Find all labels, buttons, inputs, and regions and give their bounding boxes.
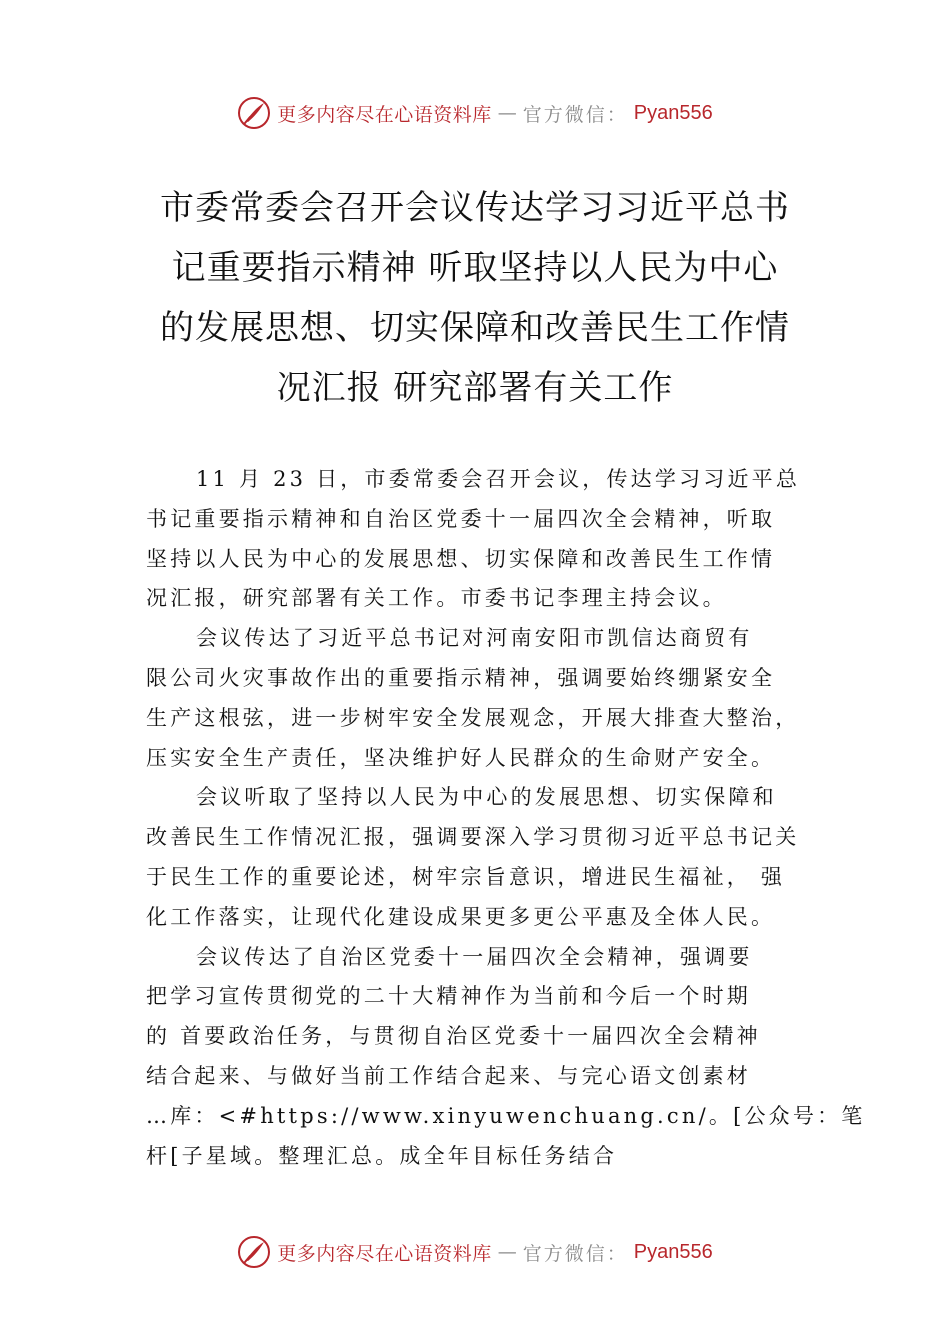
paragraph-2-line: 压实安全生产责任，坚决维护好人民群众的生命财产安全。 xyxy=(146,745,776,770)
paragraph-3-line: 化工作落实，让现代化建设成果更多更公平惠及全体人民。 xyxy=(146,904,776,929)
watermark-brand: 更多内容尽在心语资料库 xyxy=(277,103,492,126)
paragraph-3-line: 于民生工作的重要论述，树牢宗旨意识，增进民生福祉， 强 xyxy=(146,864,786,889)
watermark-wechat-id: Pyan556 xyxy=(633,1240,713,1263)
feather-pen-logo-icon xyxy=(237,96,271,130)
paragraph-2-line: 限公司火灾事故作出的重要指示精神，强调要始终绷紧安全 xyxy=(146,665,776,690)
paragraph-4-line: 会议传达了自治区党委十一届四次全会精神，强调要 xyxy=(196,944,753,969)
document-title xyxy=(140,178,810,418)
title-line: 记重要指示精神 听取坚持以人民为中心 xyxy=(171,248,779,288)
header-watermark xyxy=(0,93,950,133)
paragraph-1-line: 11 月 23 日，市委常委会召开会议，传达学习习近平总 xyxy=(196,467,801,491)
title-line: 况汇报 研究部署有关工作 xyxy=(276,368,674,408)
feather-pen-logo-icon xyxy=(237,1235,271,1269)
paragraph-1-line: 坚持以人民为中心的发展思想、切实保障和改善民生工作情 xyxy=(146,546,776,571)
paragraph-4-line: 的 首要政治任务，与贯彻自治区党委十一届四次全会精神 xyxy=(146,1024,761,1049)
paragraph-3-line: 会议听取了坚持以人民为中心的发展思想、切实保障和 xyxy=(196,785,777,810)
paragraph-4-line: …库：<#https://www.xinyuwenchuang.cn/。[公众号：笔 xyxy=(146,1103,866,1128)
paragraph-4-line: 杆[子星域。整理汇总。成全年目标任务结合 xyxy=(146,1143,618,1168)
watermark-label: 官方微信： xyxy=(522,1242,628,1265)
watermark-brand: 更多内容尽在心语资料库 xyxy=(277,1242,492,1265)
paragraph-4-line: 结合起来、与做好当前工作结合起来、与完心语文创素材 xyxy=(146,1063,751,1088)
document-body xyxy=(146,460,866,1176)
paragraph-4-line: 把学习宣传贯彻党的二十大精神作为当前和今后一个时期 xyxy=(146,984,751,1009)
watermark-label: 官方微信： xyxy=(522,103,628,126)
watermark-wechat-id: Pyan556 xyxy=(633,101,713,124)
paragraph-1-line: 书记重要指示精神和自治区党委十一届四次全会精神，听取 xyxy=(146,506,776,531)
watermark-dash: — xyxy=(497,102,517,124)
footer-watermark xyxy=(0,1232,950,1272)
watermark-dash: — xyxy=(497,1241,517,1263)
paragraph-3-line: 改善民生工作情况汇报，强调要深入学习贯彻习近平总书记关 xyxy=(146,825,800,850)
paragraph-2-line: 会议传达了习近平总书记对河南安阳市凯信达商贸有 xyxy=(196,626,753,651)
paragraph-2-line: 生产这根弦，进一步树牢安全发展观念，开展大排查大整治， xyxy=(146,705,800,730)
paragraph-1-line: 况汇报，研究部署有关工作。市委书记李理主持会议。 xyxy=(146,586,727,611)
title-line: 的发展思想、切实保障和改善民生工作情 xyxy=(160,308,790,348)
title-line: 市委常委会召开会议传达学习习近平总书 xyxy=(160,188,790,228)
